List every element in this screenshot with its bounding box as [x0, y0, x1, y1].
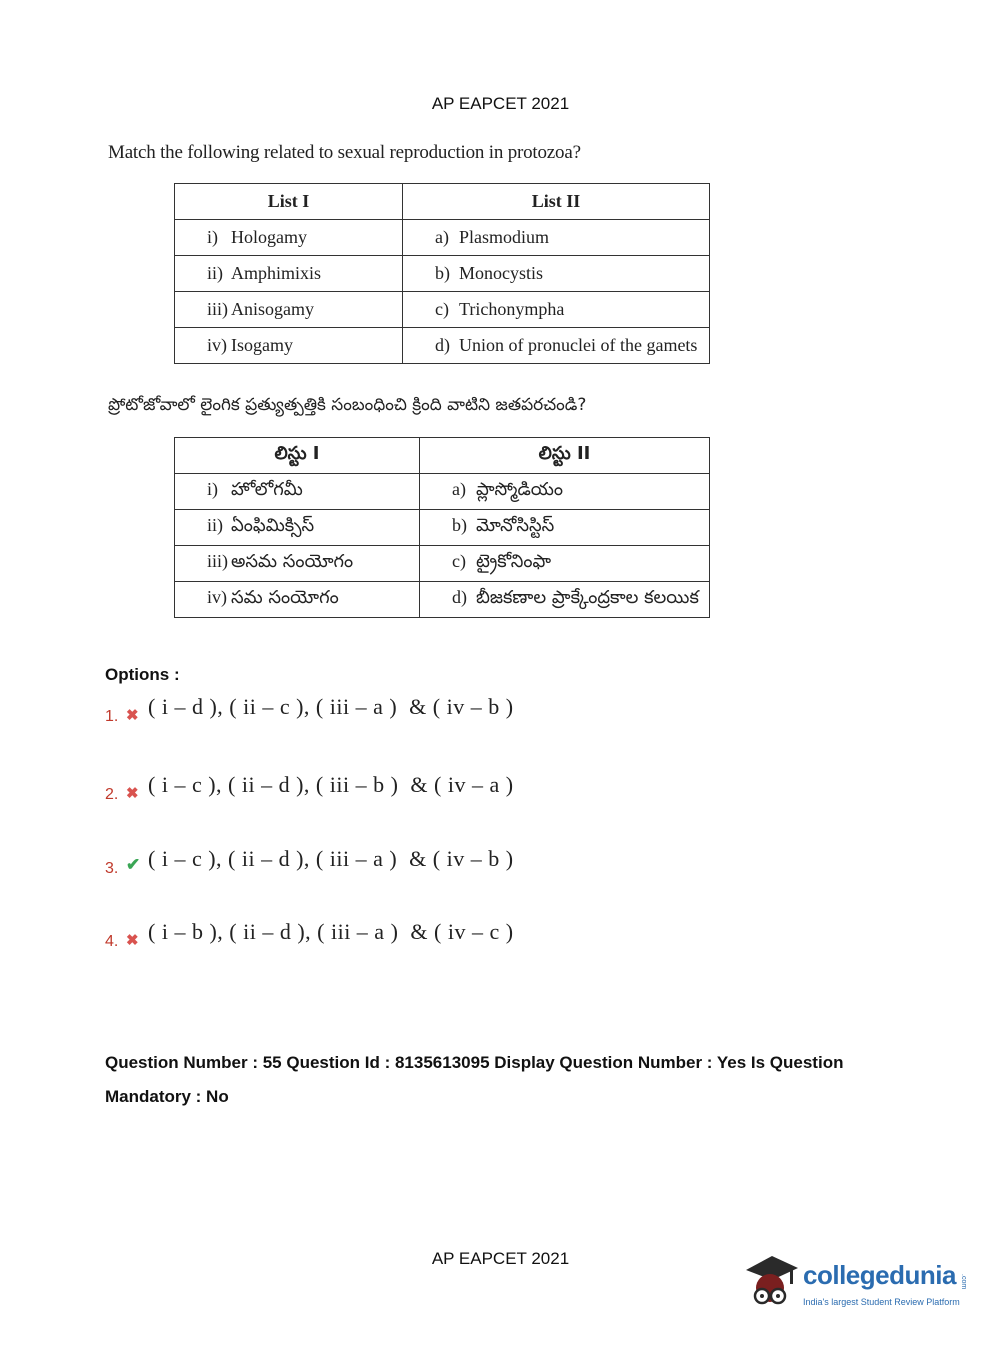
row-letter: c)	[452, 551, 466, 571]
list-2-header: లిస్టు II	[420, 438, 710, 474]
brand-tagline: India's largest Student Review Platform	[803, 1297, 960, 1307]
row-numeral: iv)	[207, 587, 227, 607]
list-2-item: బీజకణాల ప్రాక్కేంద్రకాల కలయిక	[476, 587, 699, 608]
table-row	[175, 474, 710, 510]
brand-suffix: .com	[960, 1274, 967, 1290]
table-row	[175, 256, 710, 292]
mascot-logo-icon	[742, 1252, 802, 1314]
table-row	[175, 546, 710, 582]
question-metadata: Question Number : 55 Question Id : 8135613095 Display Question Number : Yes Is Question Mandatory : No	[105, 1053, 844, 1106]
row-numeral: ii)	[207, 515, 223, 535]
option-text: ( i – c ), ( ii – d ), ( iii – a ) & ( iv – b )	[148, 846, 514, 871]
option-text: ( i – d ), ( ii – c ), ( iii – a ) & ( iv – b )	[148, 694, 514, 719]
list-1-item: అసమ సంయోగం	[231, 551, 354, 572]
list-1-item: హోలోగమీ	[231, 479, 303, 500]
option-text: ( i – c ), ( ii – d ), ( iii – b ) & ( iv – a )	[148, 772, 514, 797]
row-letter: b)	[452, 515, 467, 535]
wrong-mark-icon: ✖	[126, 785, 139, 802]
match-table-telugu	[174, 437, 710, 618]
table-row	[175, 292, 710, 328]
row-numeral: i)	[207, 479, 218, 499]
row-numeral: iii)	[207, 299, 228, 319]
row-numeral: ii)	[207, 263, 223, 283]
row-letter: d)	[452, 587, 467, 607]
option-3	[105, 846, 705, 886]
list-2-item: Plasmodium	[459, 227, 550, 247]
list-2-item: Monocystis	[459, 263, 544, 283]
table-header-row	[175, 438, 710, 474]
list-1-item: Anisogamy	[231, 299, 314, 319]
table-row	[175, 220, 710, 256]
row-letter: b)	[435, 263, 450, 283]
table-row	[175, 582, 710, 618]
option-text: ( i – b ), ( ii – d ), ( iii – a ) & ( iv – c )	[148, 919, 514, 944]
option-number: 2.	[105, 786, 119, 803]
list-2-item: ట్రైకోనింఫా	[476, 551, 552, 572]
correct-check-icon: ✔	[126, 855, 141, 874]
list-2-item: Trichonympha	[459, 299, 565, 319]
list-1-header: లిస్టు I	[175, 438, 420, 474]
table-header-row	[175, 184, 710, 220]
wrong-mark-icon: ✖	[126, 707, 139, 724]
option-2	[105, 772, 705, 812]
row-numeral: i)	[207, 227, 218, 247]
match-table-english	[174, 183, 710, 364]
collegedunia-logo	[742, 1250, 972, 1320]
option-number: 3.	[105, 860, 119, 877]
row-letter: d)	[435, 335, 450, 355]
question-text-telugu: ప్రోటోజోవాలో లైంగిక ప్రత్యుత్పత్తికి సంబంధించి క్రింది వాటిని జతపరచండి?	[108, 395, 587, 415]
row-numeral: iii)	[207, 551, 228, 571]
option-4	[105, 919, 705, 959]
list-2-item: ప్లాస్మోడియం	[476, 479, 564, 500]
list-1-header: List I	[175, 184, 403, 220]
wrong-mark-icon: ✖	[126, 932, 139, 949]
options-label: Options :	[105, 665, 180, 684]
table-row	[175, 328, 710, 364]
brand-name: collegedunia	[803, 1260, 956, 1290]
question-text-english: Match the following related to sexual reproduction in protozoa?	[108, 142, 581, 163]
page-footer: AP EAPCET 2021	[431, 1249, 570, 1268]
row-letter: a)	[435, 227, 449, 247]
list-2-item: Union of pronuclei of the gamets	[459, 335, 698, 355]
list-2-item: మోనోసిస్టిస్	[476, 515, 555, 536]
page-header: AP EAPCET 2021	[431, 94, 570, 113]
row-letter: c)	[435, 299, 449, 319]
list-1-item: Isogamy	[231, 335, 293, 355]
list-1-item: Amphimixis	[231, 263, 322, 283]
list-1-item: Hologamy	[231, 227, 307, 247]
option-number: 4.	[105, 933, 119, 950]
option-1	[105, 694, 705, 734]
row-letter: a)	[452, 479, 466, 499]
list-1-item: ఏంఫిమిక్సిస్	[231, 515, 315, 536]
option-number: 1.	[105, 708, 119, 725]
list-1-item: సమ సంయోగం	[231, 587, 339, 608]
table-row	[175, 510, 710, 546]
list-2-header: List II	[403, 184, 710, 220]
row-numeral: iv)	[207, 335, 227, 355]
